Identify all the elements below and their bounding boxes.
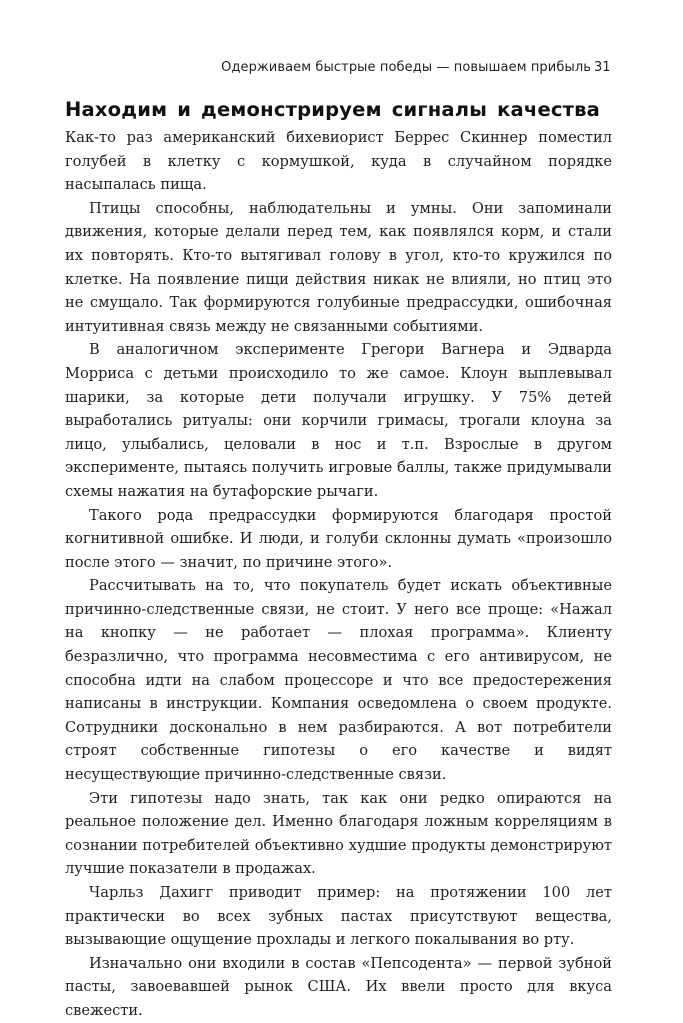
paragraph-customer-hypotheses: Рассчитывать на то, что покупатель будет искать объективные причинно-следственные связи, не стоит. У него все проще: «Нажал на кнопку — не работает — плохая программа». Клиенту безразлично, что программа несовместима с его антивирусом, не способна идти на слабом процессоре и что все предостережения написаны в инструкции. Компания осведомлена о своем продукте. Сотрудники досконально в нем разбираются. А вот потребители строят собственные гипотезы о его качестве и видят несуществующие причинно-следственные связи. [65, 577, 612, 784]
paragraph-wagner-morris: В аналогичном эксперименте Грегори Вагнера и Эдварда Морриса с детьми происходило то же самое. Клоун выплевывал шарики, за которые дети получали игрушку. У 75% детей выработались ритуалы: они корчили гримасы, трогали клоуна за лицо, улыбались, целовали в нос и т.п. Взрослые в другом эксперименте, пытаясь получить игровые баллы, также придумывали схемы нажатия на бутафорские рычаги. [65, 341, 612, 500]
section-title: Находим и демонстрируем сигналы качества [65, 98, 601, 121]
paragraph-cognitive-error: Такого рода предрассудки формируются благодаря простой когнитивной ошибке. И люди, и голуби склонны думать «произошло после этого — значит, по причине этого». [65, 506, 612, 571]
running-header-title: Одерживаем быстрые победы — повышаем прибыль [221, 60, 591, 75]
paragraph-skinner-intro: Как-то раз американский бихевиорист Беррес Скиннер поместил голубей в клетку с кормушкой, куда в случайном порядке насыпалась пища. [65, 129, 612, 194]
paragraph-duhigg-example: Чарльз Дахигг приводит пример: на протяжении 100 лет практически во всех зубных пастах присутствуют вещества, вызывающие ощущение прохлады и легкого покалывания во рту. [65, 884, 612, 949]
page-number: 31 [594, 60, 611, 75]
paragraph-false-correlations: Эти гипотезы надо знать, так как они редко опираются на реальное положение дел. Именно благодаря ложным корреляциям в сознании потребителей объективно худшие продукты демонстрируют лучшие показатели в продажах. [65, 789, 612, 878]
paragraph-pepsodent: Изначально они входили в состав «Пепсодента» — первой зубной пасты, завоевавшей рынок США. Их ввели просто для вкуса свежести. [65, 954, 612, 1019]
paragraph-pigeons: Птицы способны, наблюдательны и умны. Они запоминали движения, которые делали перед тем, как появлялся корм, и стали их повторять. Кто-то вытягивал голову в угол, кто-то кружился по клетке. На появление пищи действия никак не влияли, но птиц это не смущало. Так формируются голубиные предрассудки, ошибочная интуитивная связь между не связанными событиями. [65, 199, 612, 335]
page-body [65, 96, 612, 1023]
